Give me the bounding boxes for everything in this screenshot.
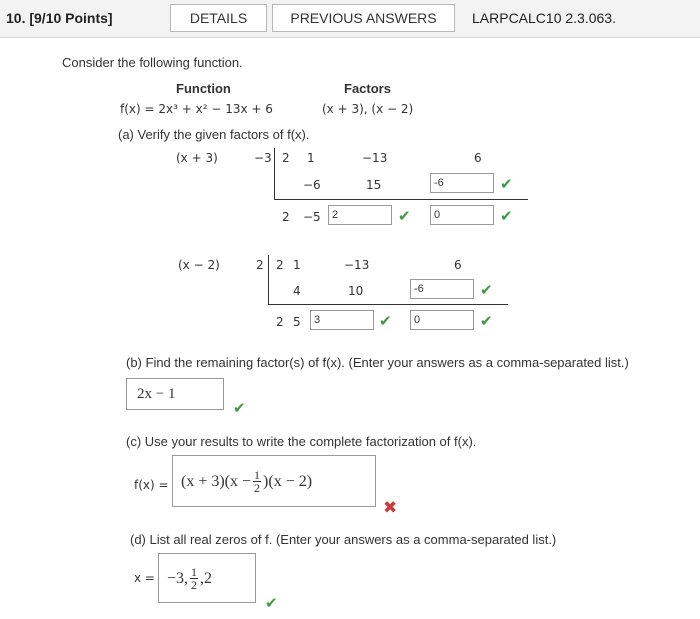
division1-divisor: −3 xyxy=(254,151,272,165)
factorization-right: )(x − 2) xyxy=(263,472,313,490)
division1-coef: −13 xyxy=(362,151,388,165)
details-button[interactable] xyxy=(170,4,267,32)
function-expression: f(x) = 2x³ + x² − 13x + 6 xyxy=(120,102,273,116)
function-header: Function xyxy=(176,81,231,96)
zeros-label: x = xyxy=(134,571,155,585)
check-icon: ✔ xyxy=(500,208,513,225)
factorization-label: f(x) = xyxy=(134,478,169,492)
zeros-expression xyxy=(167,566,212,591)
division2-remainder-input[interactable]: 0 xyxy=(410,310,474,330)
division1-product: 15 xyxy=(366,178,382,192)
check-icon: ✔ xyxy=(233,400,246,417)
division1-product-input[interactable]: -6 xyxy=(430,173,494,193)
fraction xyxy=(253,469,261,494)
fraction-numerator: 1 xyxy=(254,468,261,482)
remaining-factors-input[interactable] xyxy=(126,378,224,410)
division2-divisor: 2 xyxy=(256,258,264,272)
check-icon: ✔ xyxy=(480,282,493,299)
part-a-prompt: (a) Verify the given factors of f(x). xyxy=(118,127,310,142)
question-reference: LARPCALC10 2.3.063. xyxy=(472,10,616,26)
division2-product: 4 xyxy=(293,284,301,298)
fraction-numerator: 1 xyxy=(191,565,198,579)
cross-icon: ✖ xyxy=(383,498,398,517)
division1-remainder-input[interactable]: 0 xyxy=(430,205,494,225)
check-icon: ✔ xyxy=(480,313,493,330)
division1-coef: 6 xyxy=(474,151,482,165)
zeros-right: ,2 xyxy=(200,569,213,587)
factorization-left: (x + 3)(x − xyxy=(181,472,252,490)
division1-coef: 2 xyxy=(282,151,290,165)
details-label: DETAILS xyxy=(189,10,248,26)
division2-product: 10 xyxy=(348,284,364,298)
division1-result: −5 xyxy=(303,210,321,224)
fraction-denominator: 2 xyxy=(191,578,198,592)
check-icon: ✔ xyxy=(398,208,411,225)
division1-result-input[interactable]: 2 xyxy=(328,205,392,225)
division2-coef: −13 xyxy=(344,258,370,272)
division1-product: −6 xyxy=(303,178,321,192)
part-b-prompt: (b) Find the remaining factor(s) of f(x). (Enter your answers as a comma-separated list.) xyxy=(126,355,629,370)
fraction xyxy=(190,566,198,591)
zeros-input[interactable] xyxy=(158,553,256,603)
division1-factor: (x + 3) xyxy=(176,151,218,165)
division2-result: 5 xyxy=(293,315,301,329)
factors-header: Factors xyxy=(344,81,391,96)
division1-result: 2 xyxy=(282,210,290,224)
division2-result-input[interactable]: 3 xyxy=(310,310,374,330)
division2-result: 2 xyxy=(276,315,284,329)
division1-coef: 1 xyxy=(307,151,315,165)
division2-coef: 2 xyxy=(276,258,284,272)
previous-answers-button[interactable] xyxy=(272,4,455,32)
part-c-prompt: (c) Use your results to write the complete factorization of f(x). xyxy=(126,434,477,449)
division2-bracket xyxy=(268,255,269,305)
zeros-left: −3, xyxy=(167,569,189,587)
question-header xyxy=(0,0,700,38)
intro-text: Consider the following function. xyxy=(62,55,243,70)
previous-answers-label: PREVIOUS ANSWERS xyxy=(290,10,437,26)
remaining-factors-value: 2x − 1 xyxy=(137,386,176,402)
division2-factor: (x − 2) xyxy=(178,258,220,272)
division1-bracket xyxy=(274,148,275,200)
check-icon: ✔ xyxy=(500,176,513,193)
question-number: 10. [9/10 Points] xyxy=(6,10,113,26)
check-icon: ✔ xyxy=(265,595,278,612)
factorization-input[interactable] xyxy=(172,455,376,507)
division2-product-input[interactable]: -6 xyxy=(410,279,474,299)
check-icon: ✔ xyxy=(379,313,392,330)
division2-divider xyxy=(268,304,508,305)
part-d-prompt: (d) List all real zeros of f. (Enter your answers as a comma-separated list.) xyxy=(130,532,557,547)
factorization-expression xyxy=(181,469,312,494)
fraction-denominator: 2 xyxy=(254,481,261,495)
division1-divider xyxy=(274,199,528,200)
division2-coef: 1 xyxy=(293,258,301,272)
factors-expression: (x + 3), (x − 2) xyxy=(322,102,414,116)
division2-coef: 6 xyxy=(454,258,462,272)
